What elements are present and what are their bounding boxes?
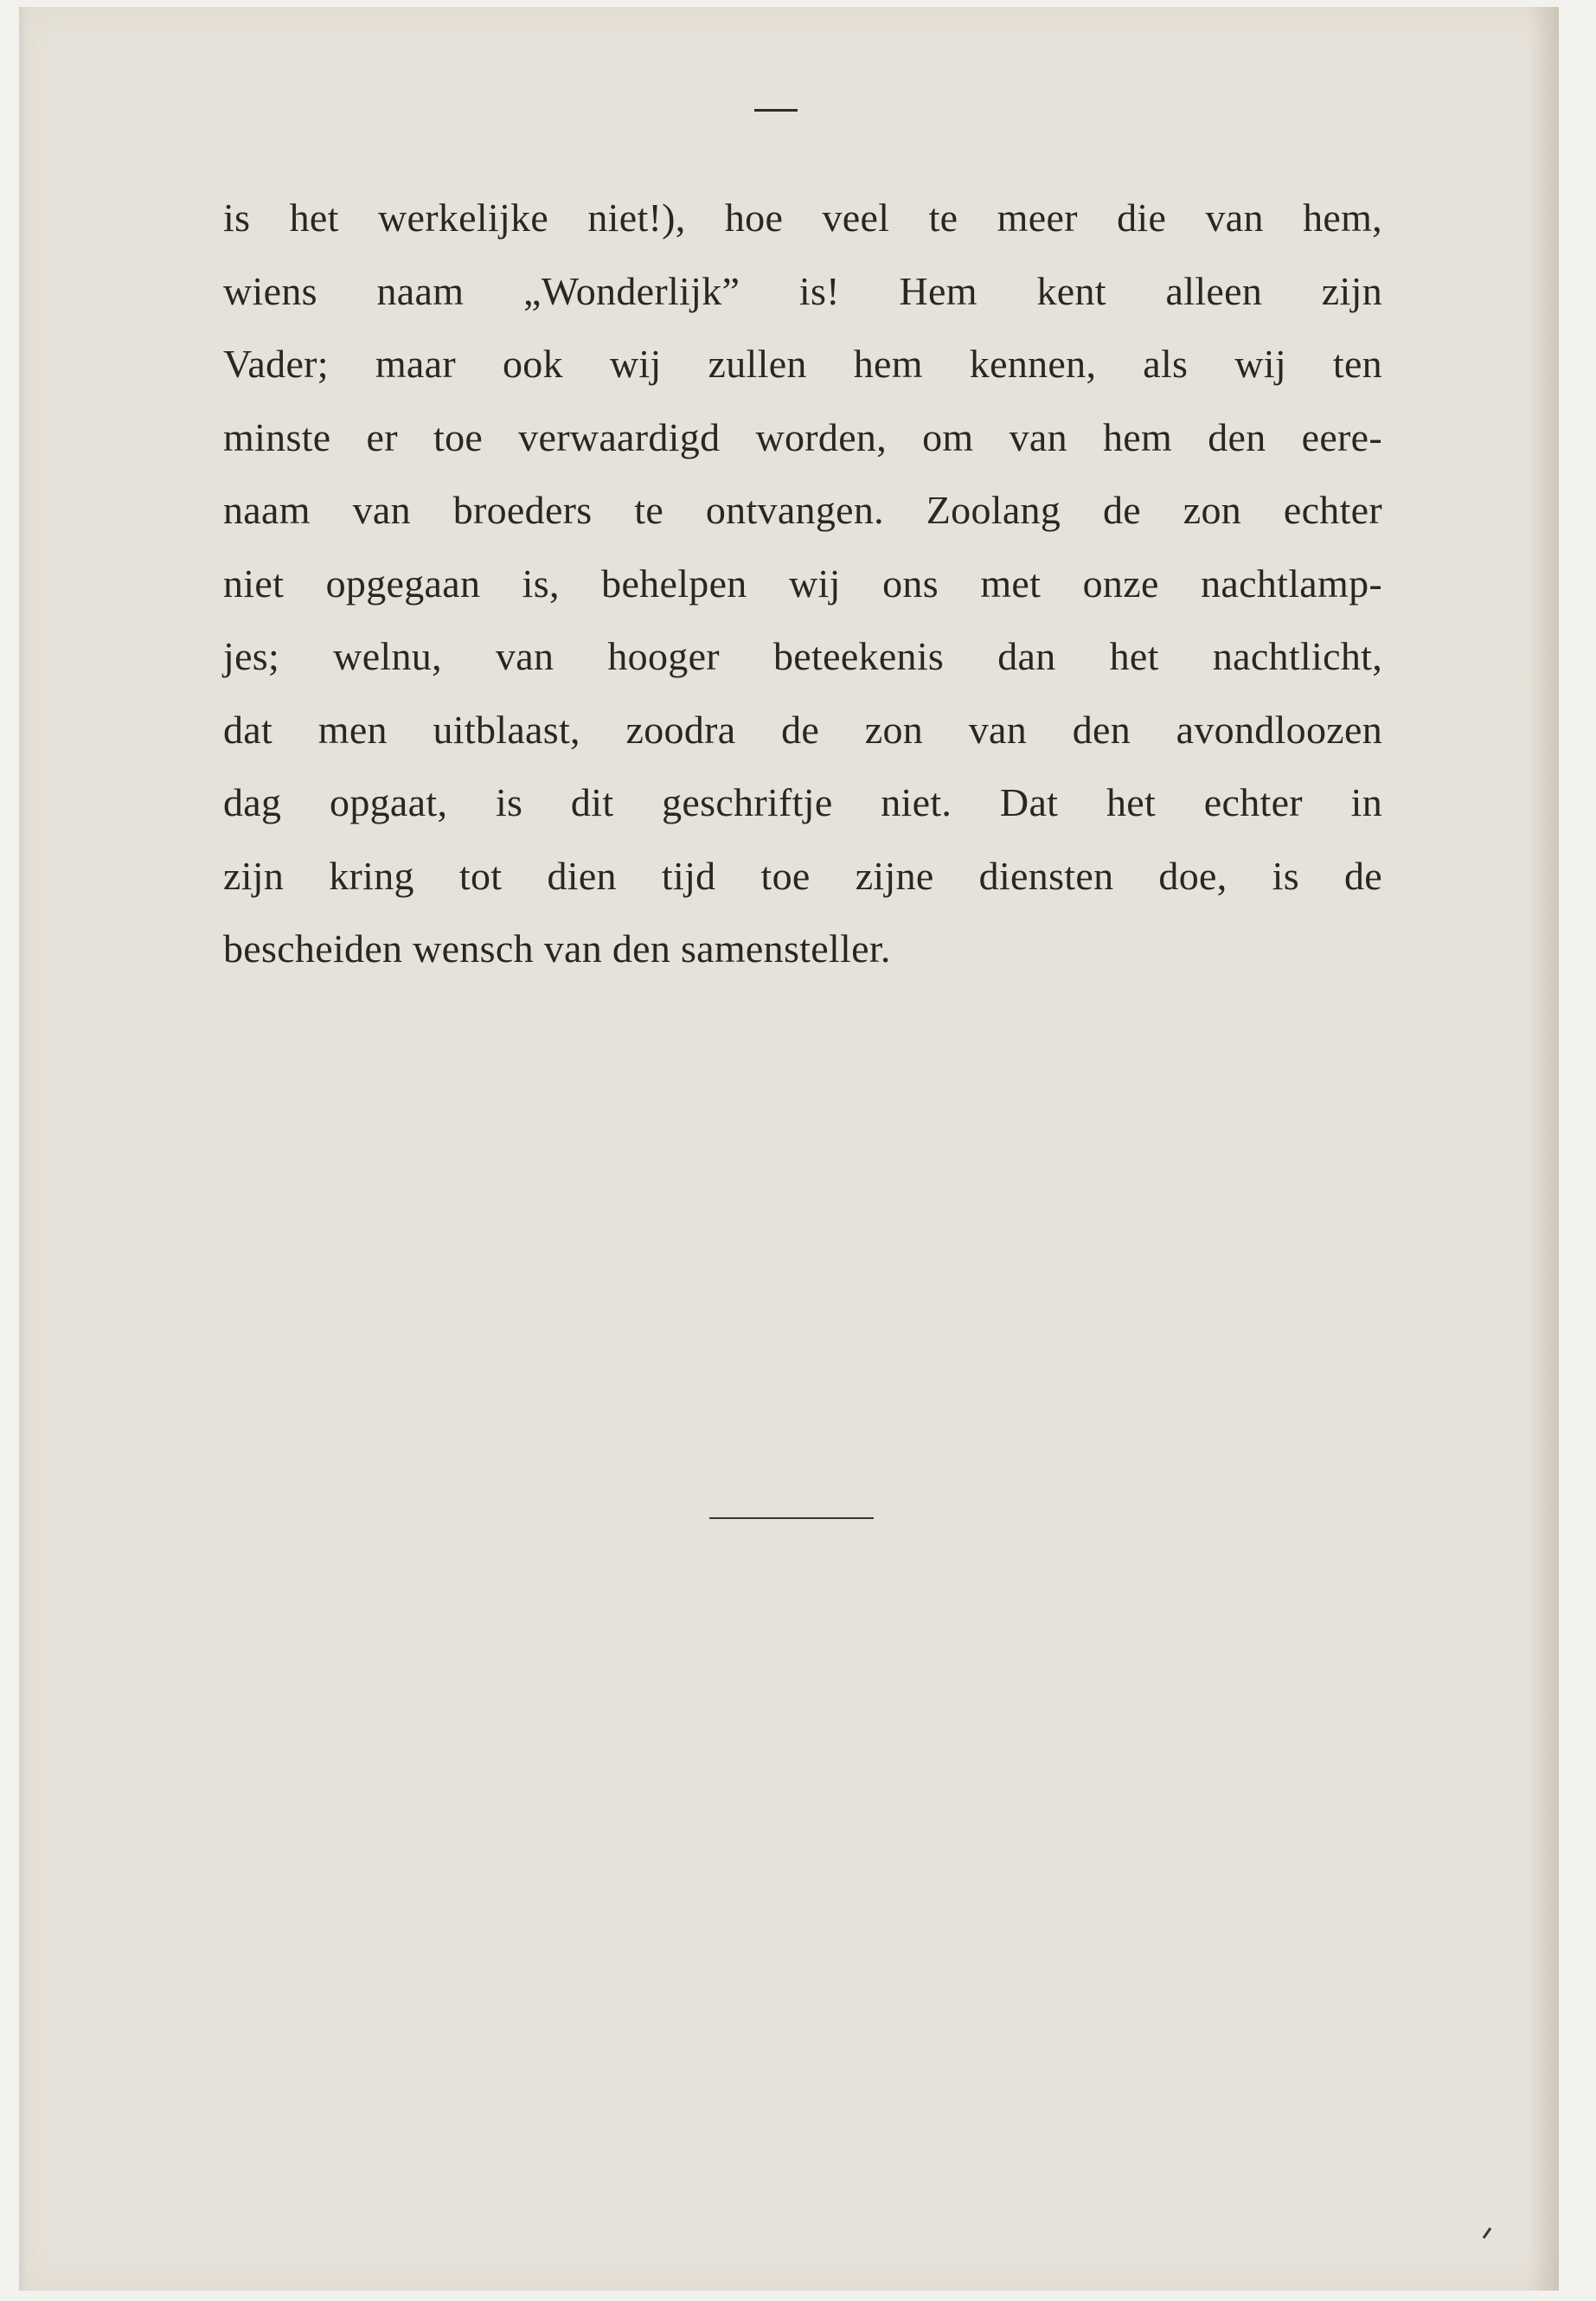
text-line: naam van broeders te ontvangen. Zoolang de zon echter [223,488,1382,532]
text-line: dat men uitblaast, zoodra de zon van den avondloozen [223,707,1382,752]
top-dash-mark [754,109,798,112]
text-line: zijn kring tot dien tijd toe zijne diensten doe, is de [223,853,1382,898]
body-text [223,182,1382,986]
page-right-edge [1528,7,1559,2291]
text-line: minste er toe verwaardigd worden, om van hem den eere- [223,414,1382,459]
section-divider-rule [709,1517,874,1519]
page-left-edge [19,7,28,2291]
text-line: wiens naam „Wonderlijk” is! Hem kent alleen zijn [223,268,1382,313]
text-line: niet opgegaan is, behelpen wij ons met onze nachtlamp- [223,561,1382,606]
text-line: dag opgaat, is dit geschriftje niet. Dat het echter in [223,780,1382,824]
text-line: Vader; maar ook wij zullen hem kennen, als wij ten [223,342,1382,386]
text-line: bescheiden wensch van den samensteller. [223,926,891,971]
text-line: jes; welnu, van hooger beteekenis dan het nachtlicht, [223,634,1382,678]
text-line: is het werkelijke niet!), hoe veel te meer die van hem, [223,195,1382,240]
